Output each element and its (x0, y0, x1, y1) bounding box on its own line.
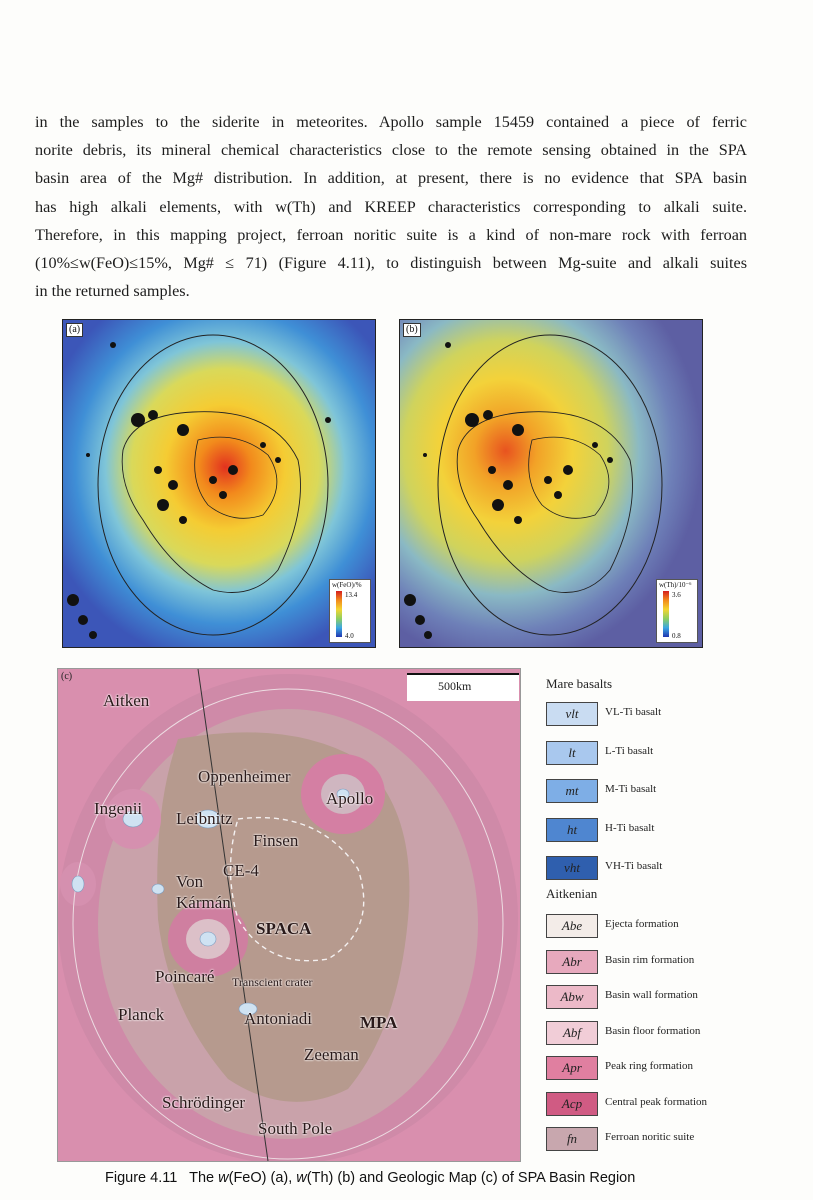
colorbar-gradient (336, 591, 342, 637)
paragraph-line: Therefore, in this mapping project, ferroan noritic suite is a kind of non-mare rock with ferroan (35, 225, 747, 244)
figure-caption (105, 1170, 635, 1186)
caption-text-3: (Th) (b) and Geologic Map (c) of SPA Basin Region (306, 1170, 636, 1186)
scale-bar (407, 673, 519, 701)
legend-swatch: Abw (546, 985, 598, 1009)
legend-label: M-Ti basalt (605, 783, 657, 795)
legend-label: Central peak formation (605, 1095, 708, 1108)
colorbar-gradient (663, 591, 669, 637)
legend-row (546, 779, 756, 803)
map-label-zeeman: Zeeman (304, 1045, 359, 1064)
legend-row (546, 702, 756, 726)
legend-label: Basin wall formation (605, 989, 698, 1001)
map-label-schrodinger: Schrödinger (162, 1093, 246, 1112)
paragraph-line: basin area of the Mg# distribution. In addition, at present, there is no evidence that SPA basin (35, 169, 747, 188)
legend-label: Ejecta formation (605, 918, 679, 930)
panel-c-tag: (c) (61, 671, 73, 682)
legend-swatch: vlt (546, 702, 598, 726)
legend-swatch: Acp (546, 1092, 598, 1116)
legend-label: H-Ti basalt (605, 821, 655, 834)
geologic-map-image (58, 669, 520, 1161)
legend-label: Peak ring formation (605, 1060, 693, 1072)
legend-swatch: ht (546, 818, 598, 842)
paragraph-line: norite debris, its mineral chemical characteristics close to the remote sensing obtained in the SPA (35, 141, 747, 160)
paragraph-line: in the returned samples. (35, 282, 190, 301)
colorbar-title: w(Th)/10⁻⁶ (659, 581, 692, 589)
th-map-panel (399, 319, 703, 648)
map-label-poincare: Poincaré (155, 967, 215, 986)
map-label-ce4: CE-4 (223, 861, 259, 880)
caption-text-1: The (189, 1170, 219, 1186)
map-label-spaca: SPACA (256, 919, 312, 938)
legend-label: L-Ti basalt (605, 744, 654, 757)
feo-colorbar (329, 579, 371, 643)
map-label-oppenheimer: Oppenheimer (198, 767, 291, 786)
legend-row (546, 1056, 756, 1080)
legend-row (546, 818, 756, 842)
map-label-finsen: Finsen (253, 831, 299, 850)
legend-row (546, 1092, 756, 1116)
legend-swatch: Apr (546, 1056, 598, 1080)
colorbar-max: 3.6 (672, 591, 681, 599)
paragraph-line: has high alkali elements, with w(Th) and KREEP characteristics corresponding to alkali suite. (35, 197, 747, 216)
legend-heading-mare: Mare basalts (546, 676, 613, 691)
colorbar-title: w(FeO)/% (332, 581, 362, 589)
legend-swatch: lt (546, 741, 598, 765)
legend-label: Ferroan noritic suite (605, 1131, 695, 1143)
legend-row (546, 950, 756, 974)
legend-row (546, 985, 756, 1009)
body-paragraph (35, 108, 747, 305)
caption-w-2: w (296, 1170, 307, 1186)
map-label-aitken: Aitken (103, 691, 150, 710)
legend-label: VH-Ti basalt (605, 860, 663, 872)
legend-swatch: fn (546, 1127, 598, 1151)
legend-row (546, 1127, 756, 1151)
map-label-transcient-crater: Transcient crater (232, 975, 313, 989)
legend-heading-aitkenian: Aitkenian (546, 886, 598, 901)
colorbar-min: 0.8 (672, 632, 681, 640)
legend-row (546, 741, 756, 765)
legend-swatch: Abe (546, 914, 598, 938)
map-label-apollo: Apollo (326, 789, 374, 808)
map-label-ingenii: Ingenii (94, 799, 143, 818)
caption-w-1: w (218, 1170, 229, 1186)
map-label-leibnitz: Leibnitz (176, 809, 233, 828)
panel-a-tag: (a) (66, 323, 83, 337)
legend-label: Basin floor formation (605, 1024, 701, 1037)
legend-label: VL-Ti basalt (605, 706, 662, 718)
legend-swatch: vht (546, 856, 598, 880)
legend-row (546, 1021, 756, 1045)
feo-map-panel (62, 319, 376, 648)
legend-swatch: Abf (546, 1021, 598, 1045)
colorbar-min: 4.0 (345, 632, 354, 640)
legend-swatch: mt (546, 779, 598, 803)
legend-swatch: Abr (546, 950, 598, 974)
legend-row (546, 914, 756, 938)
th-colorbar (656, 579, 698, 643)
legend-row (546, 856, 756, 880)
map-label-von: Von (176, 872, 204, 891)
scale-bar-label: 500km (438, 679, 472, 693)
map-label-antoniadi: Antoniadi (244, 1009, 312, 1028)
paragraph-line: (10%≤w(FeO)≤15%, Mg# ≤ 71) (Figure 4.11), to distinguish between Mg-suite and alkali suites (35, 254, 747, 273)
legend-label: Basin rim formation (605, 953, 695, 966)
map-label-mpa: MPA (360, 1013, 398, 1032)
map-label-karman: Kármán (176, 893, 231, 912)
caption-text-2: (FeO) (a), (228, 1170, 297, 1186)
panel-b-tag: (b) (403, 323, 421, 337)
caption-figure-number: Figure 4.11 (105, 1170, 178, 1186)
geologic-map-panel (57, 668, 521, 1162)
colorbar-max: 13.4 (345, 591, 358, 599)
map-label-planck: Planck (118, 1005, 165, 1024)
map-label-south-pole: South Pole (258, 1119, 333, 1138)
paragraph-line: in the samples to the siderite in meteorites. Apollo sample 15459 contained a piece of ferric (35, 113, 747, 131)
